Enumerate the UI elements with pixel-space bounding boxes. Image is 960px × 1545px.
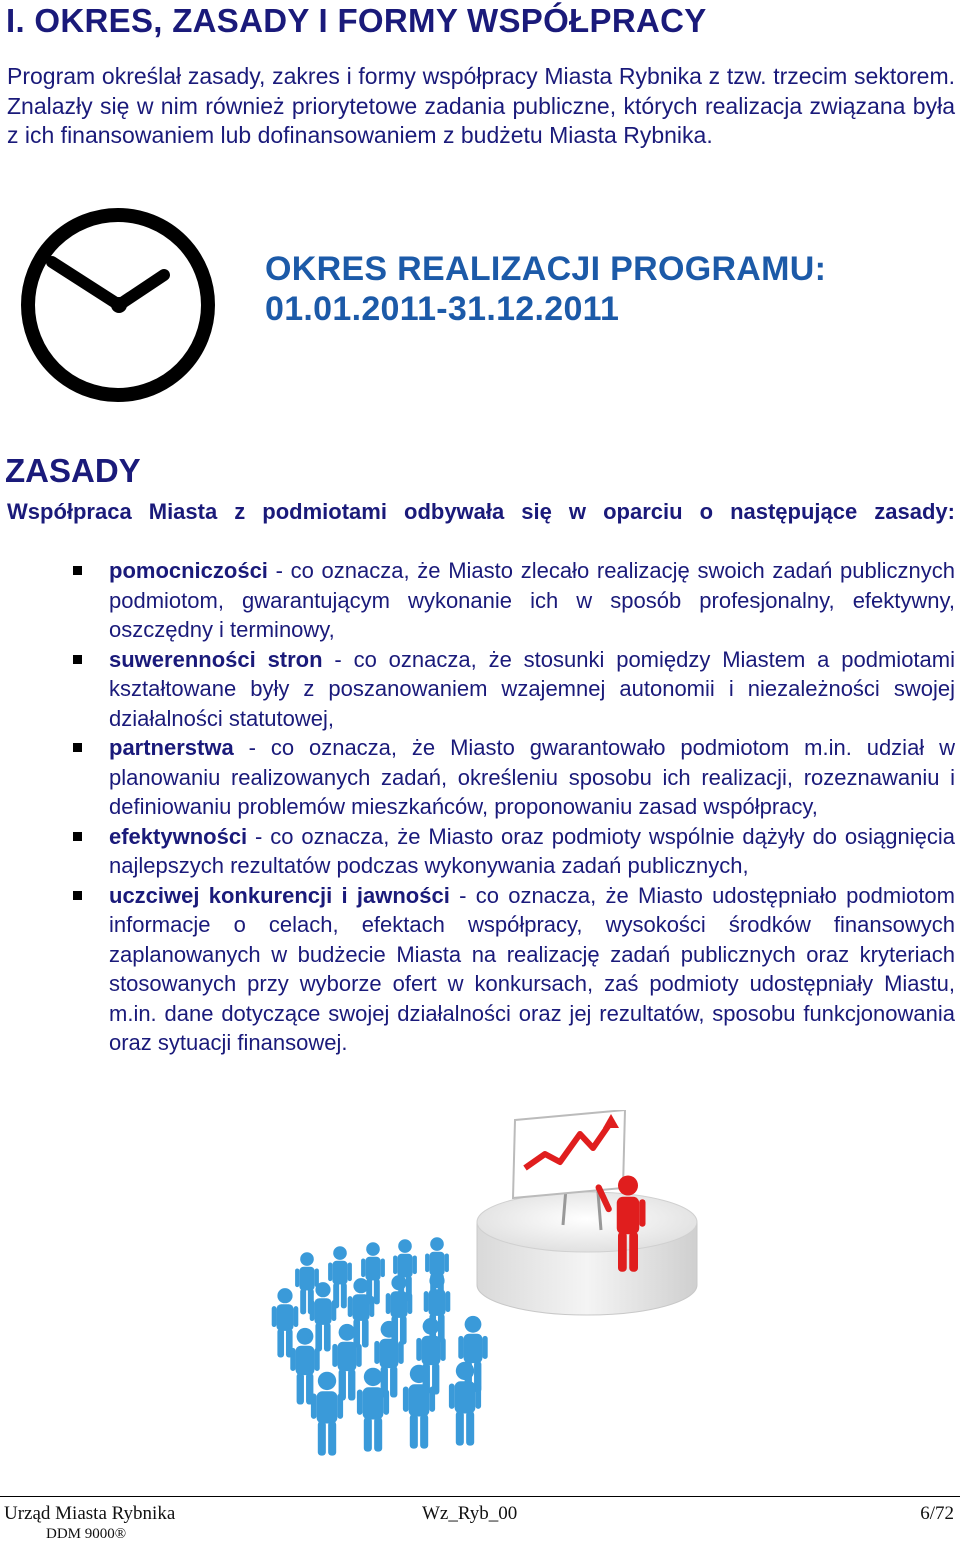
principle-item	[109, 733, 955, 822]
period-label: OKRES REALIZACJI PROGRAMU:	[265, 250, 827, 288]
bullet-icon	[73, 655, 82, 664]
principle-term: pomocniczości	[109, 558, 268, 583]
footer-divider	[0, 1496, 960, 1497]
footer-organization: Urząd Miasta Rybnika	[4, 1503, 176, 1524]
principles-list	[109, 556, 955, 1058]
principle-term: partnerstwa	[109, 735, 234, 760]
principle-description: - co oznacza, że Miasto gwarantowało podmiotom m.in. udział w planowaniu realizowanych zadań, określeniu sposobu ich realizacji, rozeznawaniu i definiowaniu problemów mieszkańców, proponowaniu zasad współpracy,	[109, 735, 955, 819]
bullet-icon	[73, 891, 82, 900]
clock-icon	[18, 205, 218, 405]
leader-presentation-crowd-illustration	[245, 1110, 755, 1480]
bullet-icon	[73, 566, 82, 575]
footer-page-number: 6/72	[920, 1503, 954, 1524]
principles-title: ZASADY	[5, 452, 141, 489]
principle-item	[109, 645, 955, 734]
principle-item	[109, 556, 955, 645]
footer-system: DDM 9000®	[46, 1526, 127, 1542]
principle-description: - co oznacza, że Miasto oraz podmioty wspólnie dążyły do osiągnięcia najlepszych rezultatów podczas wykonywania zadań publicznych,	[109, 823, 955, 878]
principle-description: - co oznacza, że Miasto zlecało realizację swoich zadań publicznych podmiotom, gwarantującym wykonanie ich w sposób profesjonalny, efektywny, oszczędny i terminowy,	[109, 558, 955, 642]
principle-term: suwerenności stron	[109, 646, 323, 672]
period-dates: 01.01.2011-31.12.2011	[265, 290, 620, 328]
principles-lead: Współpraca Miasta z podmiotami odbywała się w oparciu o następujące zasady:	[7, 499, 955, 524]
intro-paragraph: Program określał zasady, zakres i formy współpracy Miasta Rybnika z tzw. trzecim sektorem. Znalazły się w nim również priorytetowe zadania publiczne, których realizacja związana była z ich finansowaniem lub dofinansowaniem z budżetu Miasta Rybnika.	[7, 63, 955, 148]
principle-term: efektywności	[109, 823, 248, 849]
bullet-icon	[73, 832, 82, 841]
bullet-icon	[73, 743, 82, 752]
principle-term: uczciwej konkurencji i jawności	[109, 882, 450, 908]
principle-description: - co oznacza, że stosunki pomiędzy Miastem a podmiotami kształtowane były z poszanowaniem wzajemnej autonomii i niezależności swojej działalności statutowej,	[109, 646, 955, 731]
principle-description: - co oznacza, że Miasto udostępniało podmiotom informacje o celach, efektach współpracy, wysokości środków finansowych zaplanowanych w budżecie Miasta na realizację zadań publicznych oraz kryteriach stosowanych przy wyborze ofert w konkursach, zaś podmioty udostępniały Miastu, m.in. dane dotyczące swojej działalności oraz jej rezultatów, sposobu funkcjonowania oraz sytuacji finansowej.	[109, 882, 955, 1055]
footer-document-code: Wz_Ryb_00	[422, 1503, 518, 1524]
section-heading: I. OKRES, ZASADY I FORMY WSPÓŁPRACY	[6, 2, 707, 39]
principle-item	[109, 822, 955, 881]
principle-item	[109, 881, 955, 1058]
